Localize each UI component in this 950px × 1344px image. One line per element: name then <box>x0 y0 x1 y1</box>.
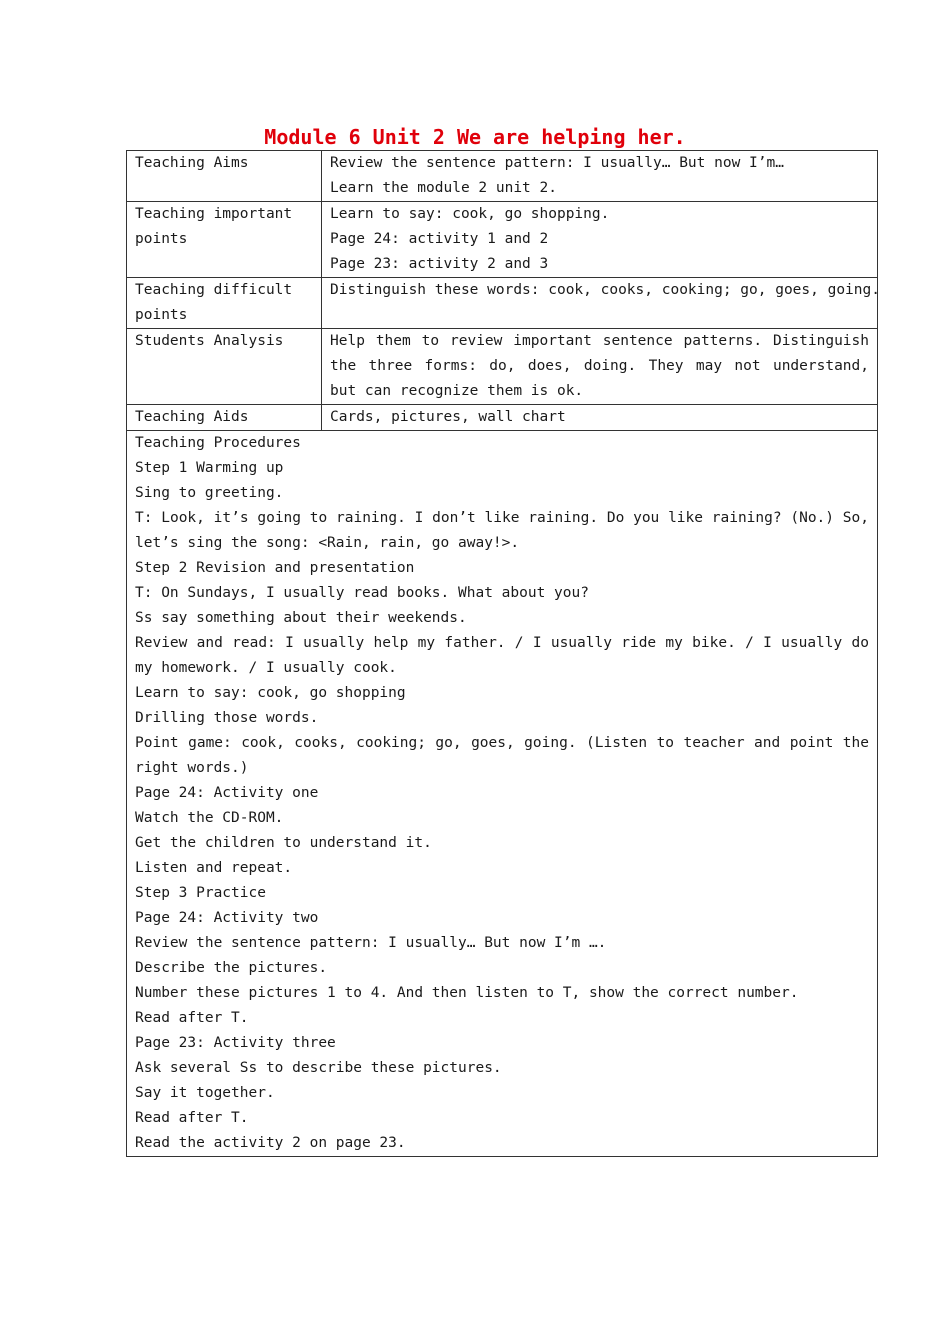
procedure-line: Sing to greeting. <box>135 485 284 501</box>
document-title: Module 6 Unit 2 We are helping her. <box>264 125 686 149</box>
procedure-line: Point game: cook, cooks, cooking; go, goes, going. (Listen to teacher and point the right words.) <box>135 735 869 776</box>
content-line: Review the sentence pattern: I usually… But now I’m… <box>330 155 784 171</box>
procedure-line: Read after T. <box>135 1110 249 1126</box>
content-line: Learn to say: cook, go shopping. <box>330 206 610 222</box>
procedure-line: Review the sentence pattern: I usually… But now I’m …. <box>135 935 607 951</box>
row-difficult-points <box>127 278 878 329</box>
content-paragraph: Help them to review important sentence patterns. Distinguish the three forms: do, does, doing. They may not understand, but can recognize them is ok. <box>330 333 869 399</box>
label-students-analysis <box>127 329 322 405</box>
row-teaching-aids <box>127 405 878 431</box>
content-line: Page 24: activity 1 and 2 <box>330 231 549 247</box>
procedure-line: Page 24: Activity two <box>135 910 319 926</box>
procedure-line: Step 1 Warming up <box>135 460 284 476</box>
procedure-line: T: Look, it’s going to raining. I don’t like raining. Do you like raining? (No.) So, let’s sing the song: <Rain, rain, go away!>. <box>135 510 869 551</box>
procedure-line: Step 3 Practice <box>135 885 266 901</box>
label-text: Students Analysis <box>135 333 284 349</box>
procedure-line: Number these pictures 1 to 4. And then listen to T, show the correct number. <box>135 985 799 1001</box>
label-text: Teaching difficult <box>135 282 293 298</box>
procedure-line: Ask several Ss to describe these pictures. <box>135 1060 502 1076</box>
content-teaching-aids <box>322 405 878 431</box>
label-important-points <box>127 202 322 278</box>
content-teaching-aims <box>322 151 878 202</box>
procedure-line: Review and read: I usually help my father. / I usually ride my bike. / I usually do my homework. / I usually cook. <box>135 635 869 676</box>
procedure-line: Describe the pictures. <box>135 960 328 976</box>
content-line: Distinguish these words: cook, cooks, cooking; go, goes, going. <box>330 282 880 298</box>
label-text: Teaching Aims <box>135 155 249 171</box>
procedure-line: Ss say something about their weekends. <box>135 610 467 626</box>
procedure-line: Step 2 Revision and presentation <box>135 560 415 576</box>
procedure-line: Watch the CD-ROM. <box>135 810 284 826</box>
row-important-points <box>127 202 878 278</box>
content-line: Cards, pictures, wall chart <box>330 409 566 425</box>
label-text: points <box>135 231 188 247</box>
procedure-line: Learn to say: cook, go shopping <box>135 685 406 701</box>
procedure-line: Read after T. <box>135 1010 249 1026</box>
content-difficult-points <box>322 278 878 329</box>
procedure-line: Drilling those words. <box>135 710 319 726</box>
row-teaching-aims <box>127 151 878 202</box>
lesson-plan-table <box>126 150 878 1157</box>
label-text: Teaching important <box>135 206 293 222</box>
label-text: Teaching Aids <box>135 409 249 425</box>
procedure-line: Read the activity 2 on page 23. <box>135 1135 406 1151</box>
procedure-line: Page 24: Activity one <box>135 785 319 801</box>
content-students-analysis <box>322 329 878 405</box>
label-teaching-aids <box>127 405 322 431</box>
label-difficult-points <box>127 278 322 329</box>
procedure-line: Page 23: Activity three <box>135 1035 336 1051</box>
procedure-line: Listen and repeat. <box>135 860 293 876</box>
procedure-line: T: On Sundays, I usually read books. What about you? <box>135 585 589 601</box>
row-students-analysis <box>127 329 878 405</box>
content-important-points <box>322 202 878 278</box>
procedure-line: Teaching Procedures <box>135 435 301 451</box>
content-line: Page 23: activity 2 and 3 <box>330 256 549 272</box>
row-teaching-procedures <box>127 431 878 1157</box>
procedure-line: Say it together. <box>135 1085 275 1101</box>
procedure-list <box>135 431 869 1156</box>
content-line: Learn the module 2 unit 2. <box>330 180 557 196</box>
label-text: points <box>135 307 188 323</box>
teaching-procedures <box>127 431 878 1157</box>
procedure-line: Get the children to understand it. <box>135 835 432 851</box>
label-teaching-aims <box>127 151 322 202</box>
